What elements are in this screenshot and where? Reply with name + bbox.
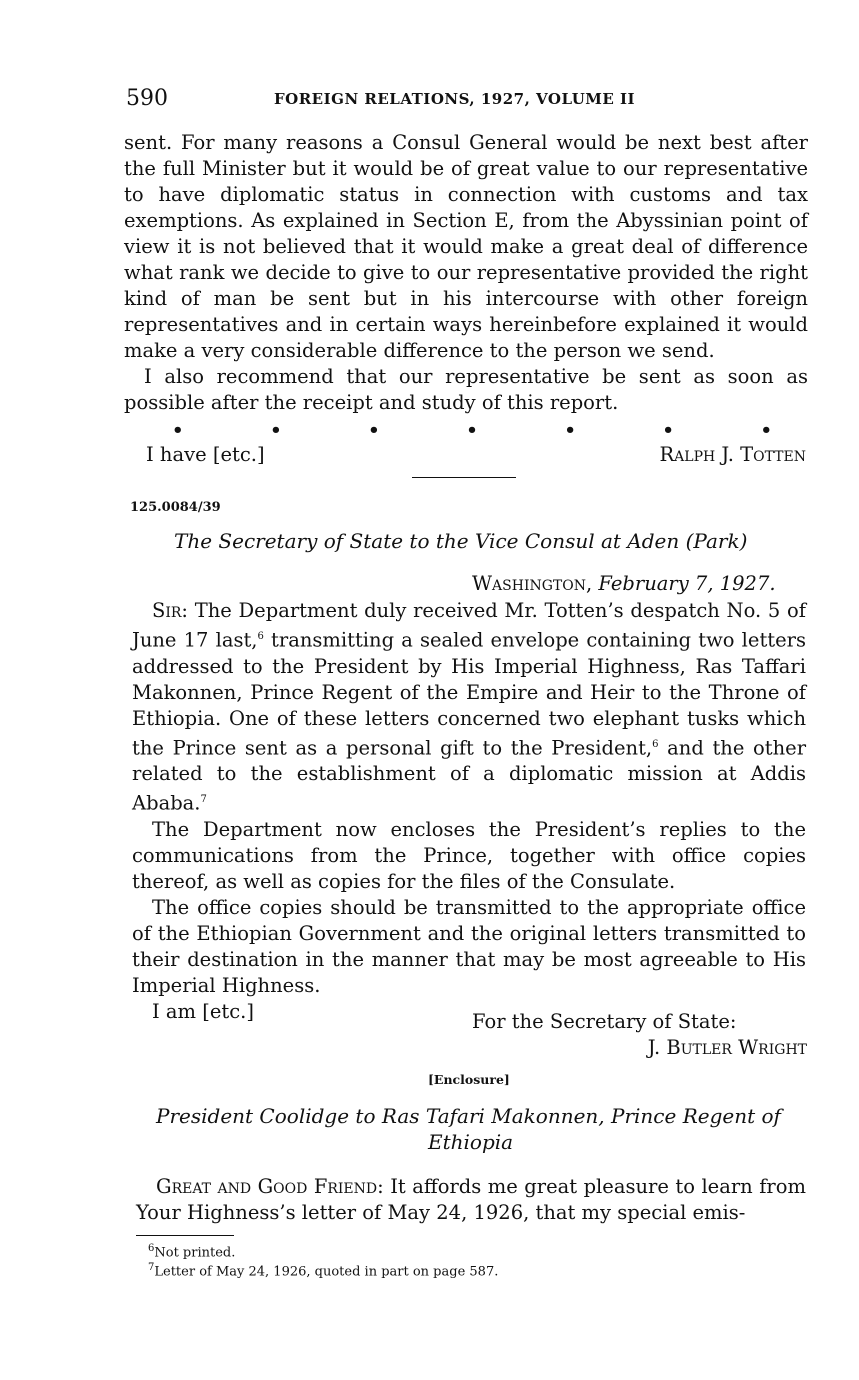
- salutation: Great and Good Friend:: [156, 1175, 384, 1198]
- ellipsis-dot: •: [368, 420, 380, 441]
- paragraph-text: and the other related to the establishment of a diplomatic mission at Addis Ababa.: [132, 736, 807, 815]
- footnote-7: [148, 1262, 498, 1279]
- paragraph: The Department now encloses the President’s replies to the communications from the Prince, together with office copies thereof, as well as copies for the files of the Consulate.: [132, 817, 806, 893]
- ellipsis-dot: •: [172, 420, 184, 441]
- date: February 7, 1927.: [598, 572, 776, 595]
- ellipsis-dot: •: [564, 420, 576, 441]
- page-number: 590: [126, 86, 168, 111]
- salutation: Sir:: [152, 599, 188, 622]
- enclosure-body: [136, 1174, 806, 1226]
- footnote-divider: [136, 1235, 234, 1236]
- footnote-text: Not printed.: [154, 1245, 236, 1261]
- document-heading: The Secretary of State to the Vice Consul at Aden (Park): [174, 529, 748, 553]
- paragraph: [132, 598, 806, 817]
- closing: I am [etc.]: [152, 999, 254, 1023]
- running-header: [126, 86, 826, 112]
- paragraph: The office copies should be transmitted to the appropriate office of the Ethiopian Government and the original letters transmitted to their destination in the manner that may be most agreeable to His Imperial Highness.: [132, 895, 806, 997]
- paragraph-text: transmitting a sealed envelope containing two letters addressed to the President by His Imperial Highness, Ras Taffari Makonnen, Prince Regent of the Empire and Heir to the Throne of Ethiopia. One of these letters concerned two elephant tusks which the Prince sent as a personal gift to the President,: [132, 628, 806, 759]
- file-number: 125.0084/39: [130, 500, 221, 515]
- for-line: For the Secretary of State:: [472, 1010, 737, 1033]
- footnote-ref: 6: [257, 631, 264, 642]
- ellipsis-dot: •: [466, 420, 478, 441]
- paragraph-text: The Department duly received Mr. Totten’s despatch No. 5 of June 17 last,: [132, 599, 806, 652]
- paragraph: [136, 1174, 806, 1226]
- footnote-ref: 7: [200, 794, 207, 805]
- continued-text: [124, 130, 808, 416]
- footnote-6: [148, 1243, 235, 1260]
- footnote-text: Letter of May 24, 1926, quoted in part on page 587.: [154, 1264, 499, 1280]
- enclosure-heading-line2: Ethiopia: [428, 1130, 514, 1154]
- enclosure-heading-line1: President Coolidge to Ras Tafari Makonnen, Prince Regent of: [156, 1104, 781, 1128]
- footnote-mark: 6: [148, 1243, 155, 1254]
- section-divider: [412, 477, 516, 478]
- dateline: [472, 572, 776, 595]
- footnote-mark: 7: [148, 1262, 155, 1273]
- paragraph: I also recommend that our representative be sent as soon as possible after the receipt and study of this report.: [124, 365, 808, 414]
- signature: J. Butler Wright: [647, 1036, 807, 1059]
- ellipsis-dot: •: [270, 420, 282, 441]
- date-place: Washington,: [472, 572, 593, 595]
- ellipsis-row: [172, 420, 772, 441]
- ellipsis-dot: •: [662, 420, 674, 441]
- letter-body: [132, 598, 806, 1025]
- footnote-ref: 6: [652, 738, 659, 750]
- signature: Ralph J. Totten: [659, 443, 806, 466]
- running-title: FOREIGN RELATIONS, 1927, VOLUME II: [274, 90, 636, 108]
- paragraph-text: It affords me great pleasure to learn from Your Highness’s letter of May 24, 1926, that my special emis-: [136, 1175, 806, 1224]
- enclosure-label: [Enclosure]: [428, 1072, 510, 1087]
- paragraph: sent. For many reasons a Consul General would be next best after the full Minister but it would be of great value to our representative to have diplomatic status in connection with customs and tax exemptions. As explained in Section E, from the Abyssinian point of view it is not believed that it would make a great deal of difference what rank we decide to give to our representative provided the right kind of man be sent but in his intercourse with other foreign representatives and in certain ways hereinbefore explained it would make a very considerable difference to the person we send.: [124, 131, 808, 362]
- ellipsis-dot: •: [760, 420, 772, 441]
- closing: I have [etc.]: [146, 443, 265, 466]
